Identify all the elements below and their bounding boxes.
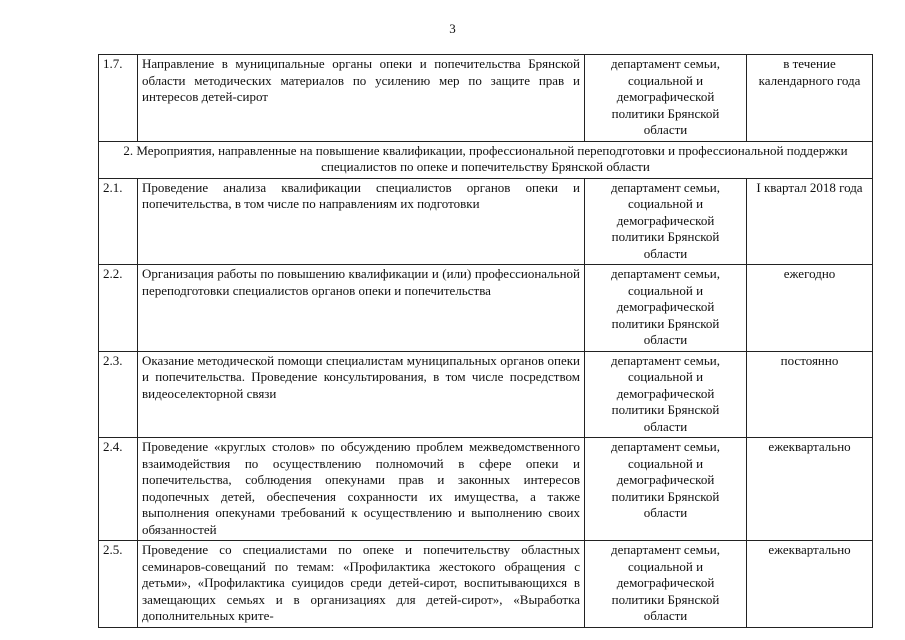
row-term: постоянно	[747, 351, 873, 438]
row-responsible: департамент семьи, социальной и демографической политики Брянской области	[585, 265, 747, 352]
page-number: 3	[449, 21, 456, 36]
row-description: Проведение со специалистами по опеке и попечительству областных семинаров-совещаний по темам: «Профилактика жестокого обращения с детьми», «Профилактика суицидов среди детей-сирот, воспитывающихся в замещающих семьях и в организациях для детей-сирот», «Выработка дополнительных крите-	[138, 541, 585, 628]
table-row	[99, 438, 873, 541]
row-term: ежеквартально	[747, 438, 873, 541]
table-row	[99, 351, 873, 438]
row-term: в течение календарного года	[747, 55, 873, 142]
row-number: 2.5.	[99, 541, 138, 628]
row-description: Оказание методической помощи специалистам муниципальных органов опеки и попечительства. Проведение консультирования, в том числе посредством видеоселекторной связи	[138, 351, 585, 438]
row-number: 2.2.	[99, 265, 138, 352]
row-description: Проведение анализа квалификации специалистов органов опеки и попечительства, в том числе по направлениям их подготовки	[138, 178, 585, 265]
row-responsible: департамент семьи, социальной и демографической политики Брянской области	[585, 351, 747, 438]
row-description: Организация работы по повышению квалификации и (или) профессиональной переподготовки специалистов органов опеки и попечительства	[138, 265, 585, 352]
row-term: ежегодно	[747, 265, 873, 352]
table-row	[99, 178, 873, 265]
table-row	[99, 265, 873, 352]
action-plan-table	[98, 54, 873, 628]
row-number: 2.4.	[99, 438, 138, 541]
row-term: I квартал 2018 года	[747, 178, 873, 265]
row-number: 2.1.	[99, 178, 138, 265]
row-description: Направление в муниципальные органы опеки и попечительства Брянской области методических материалов по усилению мер по защите прав и интересов детей-сирот	[138, 55, 585, 142]
row-responsible: департамент семьи, социальной и демографической политики Брянской области	[585, 178, 747, 265]
section-heading-row	[99, 141, 873, 178]
row-responsible: департамент семьи, социальной и демографической политики Брянской области	[585, 541, 747, 628]
row-description: Проведение «круглых столов» по обсуждению проблем межведомственного взаимодействия по осуществлению полномочий в сфере опеки и попечительства, соблюдения опекунами прав и законных интересов подопечных детей, обеспечения сохранности их имущества, а также выполнения опекунами требований к осуществлению и выполнению своих обязанностей	[138, 438, 585, 541]
row-term: ежеквартально	[747, 541, 873, 628]
row-responsible: департамент семьи, социальной и демографической политики Брянской области	[585, 55, 747, 142]
section-heading: 2. Мероприятия, направленные на повышение квалификации, профессиональной переподготовки и профессиональной поддержки специалистов по опеке и попечительству Брянской области	[99, 141, 873, 178]
table-row	[99, 55, 873, 142]
row-number: 1.7.	[99, 55, 138, 142]
row-number: 2.3.	[99, 351, 138, 438]
table-row	[99, 541, 873, 628]
row-responsible: департамент семьи, социальной и демографической политики Брянской области	[585, 438, 747, 541]
